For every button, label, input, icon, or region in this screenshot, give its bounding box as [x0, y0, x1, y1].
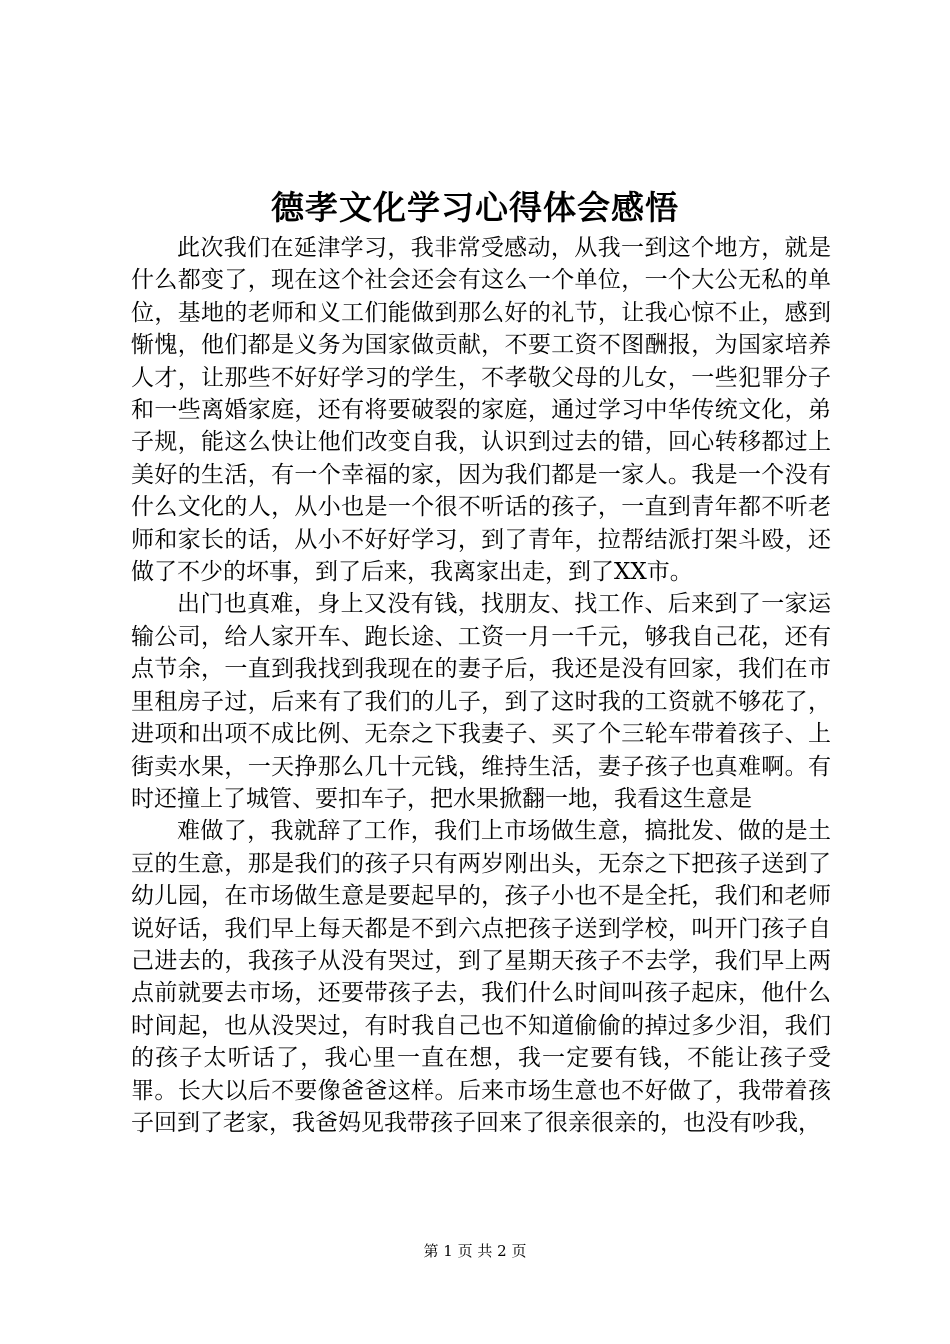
- paragraph-2: 出门也真难，身上又没有钱，找朋友、找工作、后来到了一家运输公司，给人家开车、跑长途、工资一月一千元，够我自己花，还有点节余，一直到我找到我现在的妻子后，我还是没有回家，我们在市里租房子过，后来有了我们的儿子，到了这时我的工资就不够花了，进项和出项不成比例、无奈之下我妻子、买了个三轮车带着孩子、上街卖水果，一天挣那么几十元钱，维持生活，妻子孩子也真难啊。有时还撞上了城管、要扣车子，把水果掀翻一地，我看这生意是: [131, 591, 831, 812]
- paragraph-1: 此次我们在延津学习，我非常受感动，从我一到这个地方，就是什么都变了，现在这个社会还会有这么一个单位，一个大公无私的单位，基地的老师和义工们能做到那么好的礼节，让我心惊不止，感到惭愧，他们都是义务为国家做贡献，不要工资不图酬报，为国家培养人才，让那些不好好学习的学生，不孝敬父母的儿女，一些犯罪分子和一些离婚家庭，还有将要破裂的家庭，通过学习中华传统文化，弟子规，能这么快让他们改变自我，认识到过去的错，回心转移都过上美好的生活，有一个幸福的家，因为我们都是一家人。我是一个没有什么文化的人，从小也是一个很不听话的孩子，一直到青年都不听老师和家长的话，从小不好好学习，到了青年，拉帮结派打架斗殴，还做了不少的坏事，到了后来，我离家出走，到了XX市。: [131, 235, 831, 586]
- page-footer: 第 1 页 共 2 页: [423, 1242, 527, 1260]
- document-title: 德孝文化学习心得体会感悟: [271, 188, 679, 227]
- paragraph-3: 难做了，我就辞了工作，我们上市场做生意，搞批发、做的是土豆的生意，那是我们的孩子只有两岁刚出头，无奈之下把孩子送到了幼儿园，在市场做生意是要起早的，孩子小也不是全托，我们和老师说好话，我们早上每天都是不到六点把孩子送到学校，叫开门孩子自己进去的，我孩子从没有哭过，到了星期天孩子不去学，我们早上两点前就要去市场，还要带孩子去，我们什么时间叫孩子起床，他什么时间起，也从没哭过，有时我自己也不知道偷偷的掉过多少泪，我们的孩子太听话了，我心里一直在想，我一定要有钱，不能让孩子受罪。长大以后不要像爸爸这样。后来市场生意也不好做了，我带着孩子回到了老家，我爸妈见我带孩子回来了很亲很亲的，也没有吵我，: [131, 818, 831, 1136]
- document-body: [131, 232, 831, 1139]
